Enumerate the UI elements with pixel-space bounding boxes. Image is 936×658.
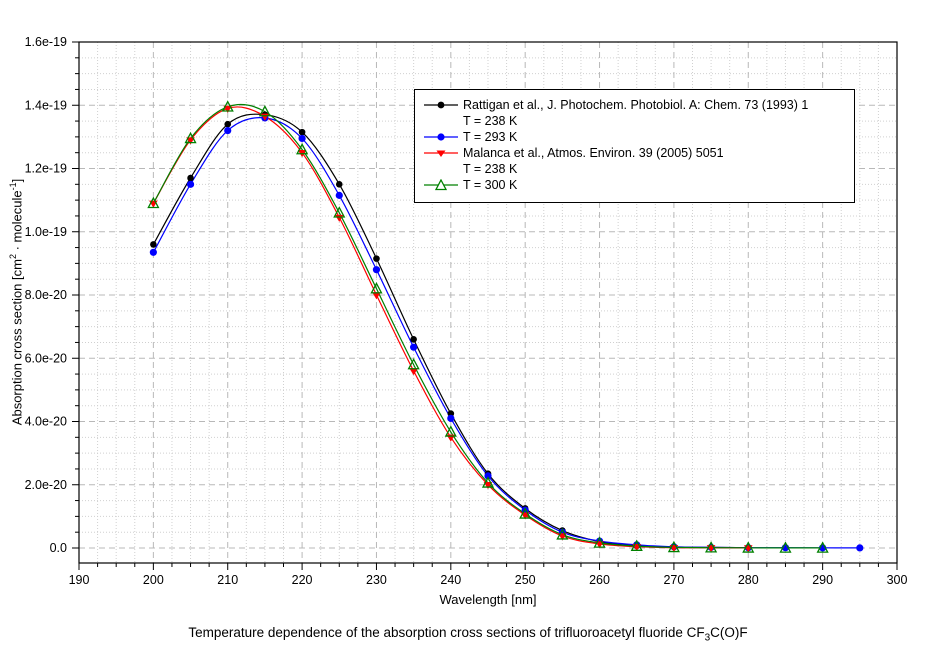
y-axis-title-sup: 2 (8, 254, 18, 260)
x-tick-label: 220 (291, 573, 313, 587)
series-rattigan-238k-marker (373, 255, 380, 262)
series-rattigan-293k-marker (187, 181, 194, 188)
series-rattigan-293k-marker (298, 135, 305, 142)
x-tick-label: 270 (663, 573, 685, 587)
legend-row (415, 113, 854, 129)
y-axis-title-part: Absorption cross section [cm (9, 259, 25, 426)
series-marker-black-circle-icon (415, 99, 463, 111)
legend-row (415, 145, 854, 161)
x-tick-label: 200 (142, 573, 164, 587)
legend-label: Rattigan et al., J. Photochem. Photobiol. A: Chem. 73 (1993) 1 (463, 98, 809, 112)
legend-row (415, 129, 854, 145)
y-tick-label: 4.0e-20 (24, 414, 67, 429)
series-rattigan-238k-marker (410, 336, 417, 343)
series-rattigan-293k-marker (410, 344, 417, 351)
legend-label: T = 238 K (463, 162, 518, 176)
series-rattigan-238k-marker (224, 121, 231, 128)
series-marker-red-triangle-down-icon (415, 147, 463, 159)
y-axis-title-part: · molecule (9, 190, 25, 255)
series-marker-blue-circle-icon (415, 131, 463, 143)
series-rattigan-238k-marker (150, 241, 157, 248)
chart-legend (414, 89, 855, 203)
series-rattigan-293k-marker (336, 192, 343, 199)
y-tick-label: 1.2e-19 (24, 161, 67, 176)
series-rattigan-238k-marker (336, 181, 343, 188)
y-axis-title-part: ] (9, 178, 25, 183)
figure-caption (0, 625, 936, 644)
x-tick-label: 250 (514, 573, 536, 587)
legend-label: T = 300 K (463, 178, 518, 192)
series-marker-green-triangle-open-icon (415, 179, 463, 191)
series-rattigan-238k-marker (187, 175, 194, 182)
series-rattigan-293k-marker (856, 544, 863, 551)
legend-row (415, 97, 854, 113)
series-rattigan-293k-marker (224, 127, 231, 134)
legend-label: T = 293 K (463, 130, 518, 144)
x-tick-label: 260 (589, 573, 610, 587)
y-tick-label: 1.0e-19 (24, 224, 67, 239)
legend-row (415, 161, 854, 177)
series-rattigan-293k-marker (150, 249, 157, 256)
caption-text: Temperature dependence of the absorption cross sections of trifluoroacetyl fluoride CF (188, 625, 705, 640)
x-tick-label: 240 (440, 573, 462, 587)
series-rattigan-238k-marker (299, 129, 306, 136)
x-tick-label: 300 (886, 573, 908, 587)
y-tick-label: 2.0e-20 (24, 477, 67, 492)
series-rattigan-293k-marker (447, 415, 454, 422)
x-tick-label: 190 (68, 573, 90, 587)
x-tick-label: 290 (812, 573, 834, 587)
y-tick-label: 1.6e-19 (24, 35, 67, 49)
series-rattigan-293k-marker (373, 266, 380, 273)
caption-text: C(O)F (710, 625, 748, 640)
x-tick-label: 230 (366, 573, 387, 587)
caption-subscript: 3 (704, 632, 711, 644)
x-tick-label: 280 (737, 573, 759, 587)
legend-label: Malanca et al., Atmos. Environ. 39 (2005) 5051 (463, 146, 724, 160)
y-tick-label: 8.0e-20 (24, 288, 67, 302)
legend-label: T = 238 K (463, 114, 518, 128)
x-axis-title: Wavelength [nm] (439, 592, 537, 607)
y-tick-label: 6.0e-20 (24, 351, 67, 366)
legend-row (415, 177, 854, 193)
y-axis-title-sup: -1 (8, 182, 18, 191)
x-tick-label: 210 (217, 573, 239, 587)
y-tick-label: 1.4e-19 (24, 98, 67, 113)
y-tick-label: 0.0 (49, 541, 67, 555)
